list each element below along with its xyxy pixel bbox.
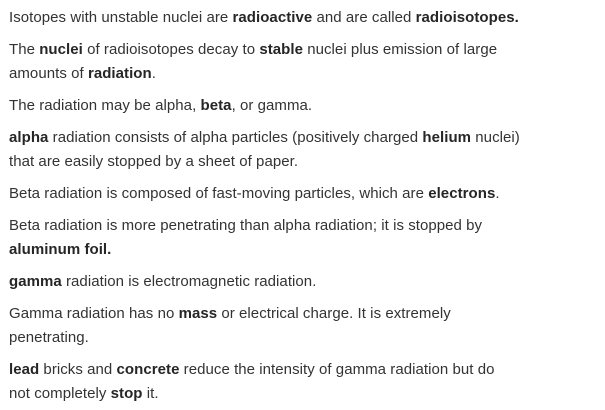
bold-term: mass (178, 305, 218, 322)
paragraph-gamma-properties (9, 302, 605, 350)
paragraph-gamma (9, 270, 605, 294)
text-run: reduce the intensity of gamma radiation but do (179, 361, 495, 378)
bold-term: radioactive (232, 9, 313, 26)
text-line (9, 302, 605, 326)
text-run: Gamma radiation has no (9, 305, 179, 322)
text-run: Beta radiation is more penetrating than alpha radiation; it is stopped by (9, 217, 483, 234)
text-line (9, 126, 605, 150)
text-run: , or gamma. (231, 97, 313, 114)
text-line (9, 238, 605, 262)
text-run: bricks and (39, 361, 117, 378)
text-line (9, 270, 605, 294)
bold-term: aluminum foil. (9, 241, 112, 258)
text-line (9, 150, 605, 174)
bold-term: beta (200, 97, 232, 114)
text-run: . (495, 185, 500, 202)
bold-term: stable (259, 41, 303, 58)
text-run: that are easily stopped by a sheet of paper. (9, 153, 299, 170)
text-line (9, 62, 605, 86)
bold-term: lead (9, 361, 40, 378)
paragraph-beta-composition (9, 182, 605, 206)
text-run: it. (142, 385, 159, 402)
text-line (9, 358, 605, 382)
paragraph-radiation-types (9, 94, 605, 118)
text-run: . (151, 65, 156, 82)
text-run: penetrating. (9, 329, 89, 346)
paragraph-beta-penetration (9, 214, 605, 262)
text-run: of radioisotopes decay to (82, 41, 260, 58)
text-run: Beta radiation is composed of fast-moving particles, which are (9, 185, 429, 202)
paragraph-alpha (9, 126, 605, 174)
text-run: amounts of (9, 65, 88, 82)
paragraph-shielding (9, 358, 605, 406)
bold-term: nuclei (39, 41, 83, 58)
bold-term: gamma (9, 273, 62, 290)
text-run: The (9, 41, 40, 58)
text-run: Isotopes with unstable nuclei are (9, 9, 233, 26)
text-run: nuclei plus emission of large (303, 41, 498, 58)
text-run: The radiation may be alpha, (9, 97, 201, 114)
text-line (9, 214, 605, 238)
text-line (9, 38, 605, 62)
text-run: not completely (9, 385, 111, 402)
text-line (9, 182, 605, 206)
paragraph-nuclei-decay (9, 38, 605, 86)
text-run: radiation is electromagnetic radiation. (61, 273, 317, 290)
text-run: or electrical charge. It is extremely (217, 305, 451, 322)
bold-term: helium (422, 129, 472, 146)
bold-term: concrete (116, 361, 180, 378)
bold-term: radiation (87, 65, 152, 82)
bold-term: alpha (9, 129, 49, 146)
text-run: radiation consists of alpha particles (positively charged (48, 129, 423, 146)
text-line (9, 6, 605, 30)
text-line (9, 326, 605, 350)
text-line (9, 382, 605, 406)
bold-term: radioisotopes. (415, 9, 519, 26)
text-run: nuclei) (471, 129, 520, 146)
paragraph-radioisotopes (9, 6, 605, 30)
bold-term: stop (110, 385, 143, 402)
bold-term: electrons (428, 185, 496, 202)
text-run: and are called (312, 9, 416, 26)
text-line (9, 94, 605, 118)
